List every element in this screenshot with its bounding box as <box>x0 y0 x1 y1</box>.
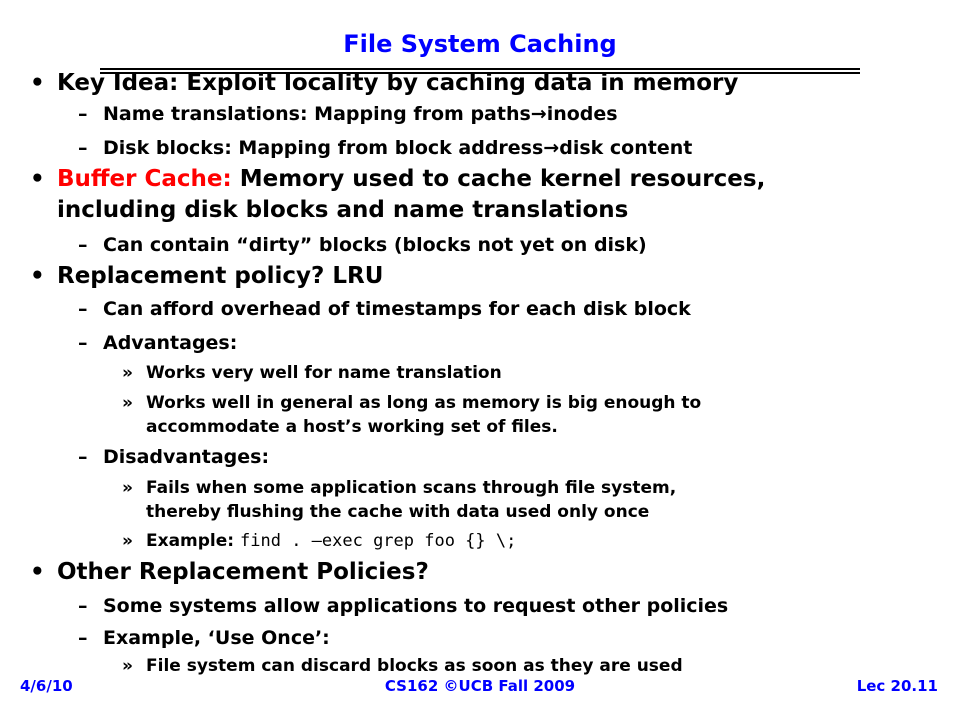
replacement-policy-text: Replacement policy? LRU <box>57 263 384 289</box>
disadvantages-item: Disadvantages: <box>103 446 270 468</box>
bullet-marker: • <box>30 166 45 192</box>
name-translations-text: Name translations: Mapping from paths <box>103 103 531 125</box>
dash-marker: – <box>78 103 88 125</box>
disk-blocks-text: Disk blocks: Mapping from block address <box>103 137 544 159</box>
dash-marker: – <box>78 298 88 320</box>
dirty-blocks-item: Can contain “dirty” blocks (blocks not yet on disk) <box>103 234 647 256</box>
footer-course: CS162 ©UCB Fall 2009 <box>384 677 576 695</box>
disk-content-text: disk content <box>559 137 693 159</box>
slide-title: File System Caching <box>343 30 617 58</box>
find-command-code: find . –exec grep foo {} \; <box>240 531 517 551</box>
arrow-icon: → <box>543 137 560 159</box>
bullet-marker: • <box>30 263 45 289</box>
buffer-cache-term: Buffer Cache: <box>57 166 232 192</box>
bullet-marker: • <box>30 559 45 585</box>
footer-date: 4/6/10 <box>20 677 73 695</box>
disk-blocks-item <box>103 137 692 159</box>
key-idea-text: Key Idea: Exploit locality by caching data in memory <box>57 70 739 96</box>
buffer-cache-line <box>57 166 765 192</box>
dash-marker: – <box>78 137 88 159</box>
sub-marker: » <box>122 531 133 551</box>
advantage-general-line2: accommodate a host’s working set of files. <box>146 417 558 437</box>
buffer-cache-text-line2: including disk blocks and name translations <box>57 197 629 223</box>
use-once-detail: File system can discard blocks as soon as they are used <box>146 656 683 676</box>
bullet-marker: • <box>30 70 45 96</box>
dash-marker: – <box>78 332 88 354</box>
inodes-text: inodes <box>546 103 618 125</box>
use-once-item: Example, ‘Use Once’: <box>103 627 330 649</box>
dash-marker: – <box>78 595 88 617</box>
sub-marker: » <box>122 393 133 413</box>
arrow-icon: → <box>530 103 547 125</box>
example-find <box>146 531 516 551</box>
disadvantage-scans: Fails when some application scans through file system, <box>146 478 677 498</box>
disadvantage-scans-line2: thereby flushing the cache with data used only once <box>146 502 650 522</box>
other-policies-text: Other Replacement Policies? <box>57 559 429 585</box>
example-label: Example: <box>146 531 241 551</box>
buffer-cache-text: Memory used to cache kernel resources, <box>231 166 766 192</box>
name-translations-item <box>103 103 618 125</box>
sub-marker: » <box>122 363 133 383</box>
dash-marker: – <box>78 234 88 256</box>
advantage-name-translation: Works very well for name translation <box>146 363 502 383</box>
dash-marker: – <box>78 627 88 649</box>
request-policies-item: Some systems allow applications to request other policies <box>103 595 729 617</box>
footer-lecture: Lec 20.11 <box>856 677 938 695</box>
dash-marker: – <box>78 446 88 468</box>
sub-marker: » <box>122 656 133 676</box>
sub-marker: » <box>122 478 133 498</box>
timestamps-item: Can afford overhead of timestamps for each disk block <box>103 298 691 320</box>
advantages-item: Advantages: <box>103 332 238 354</box>
advantage-general: Works well in general as long as memory is big enough to <box>146 393 702 413</box>
